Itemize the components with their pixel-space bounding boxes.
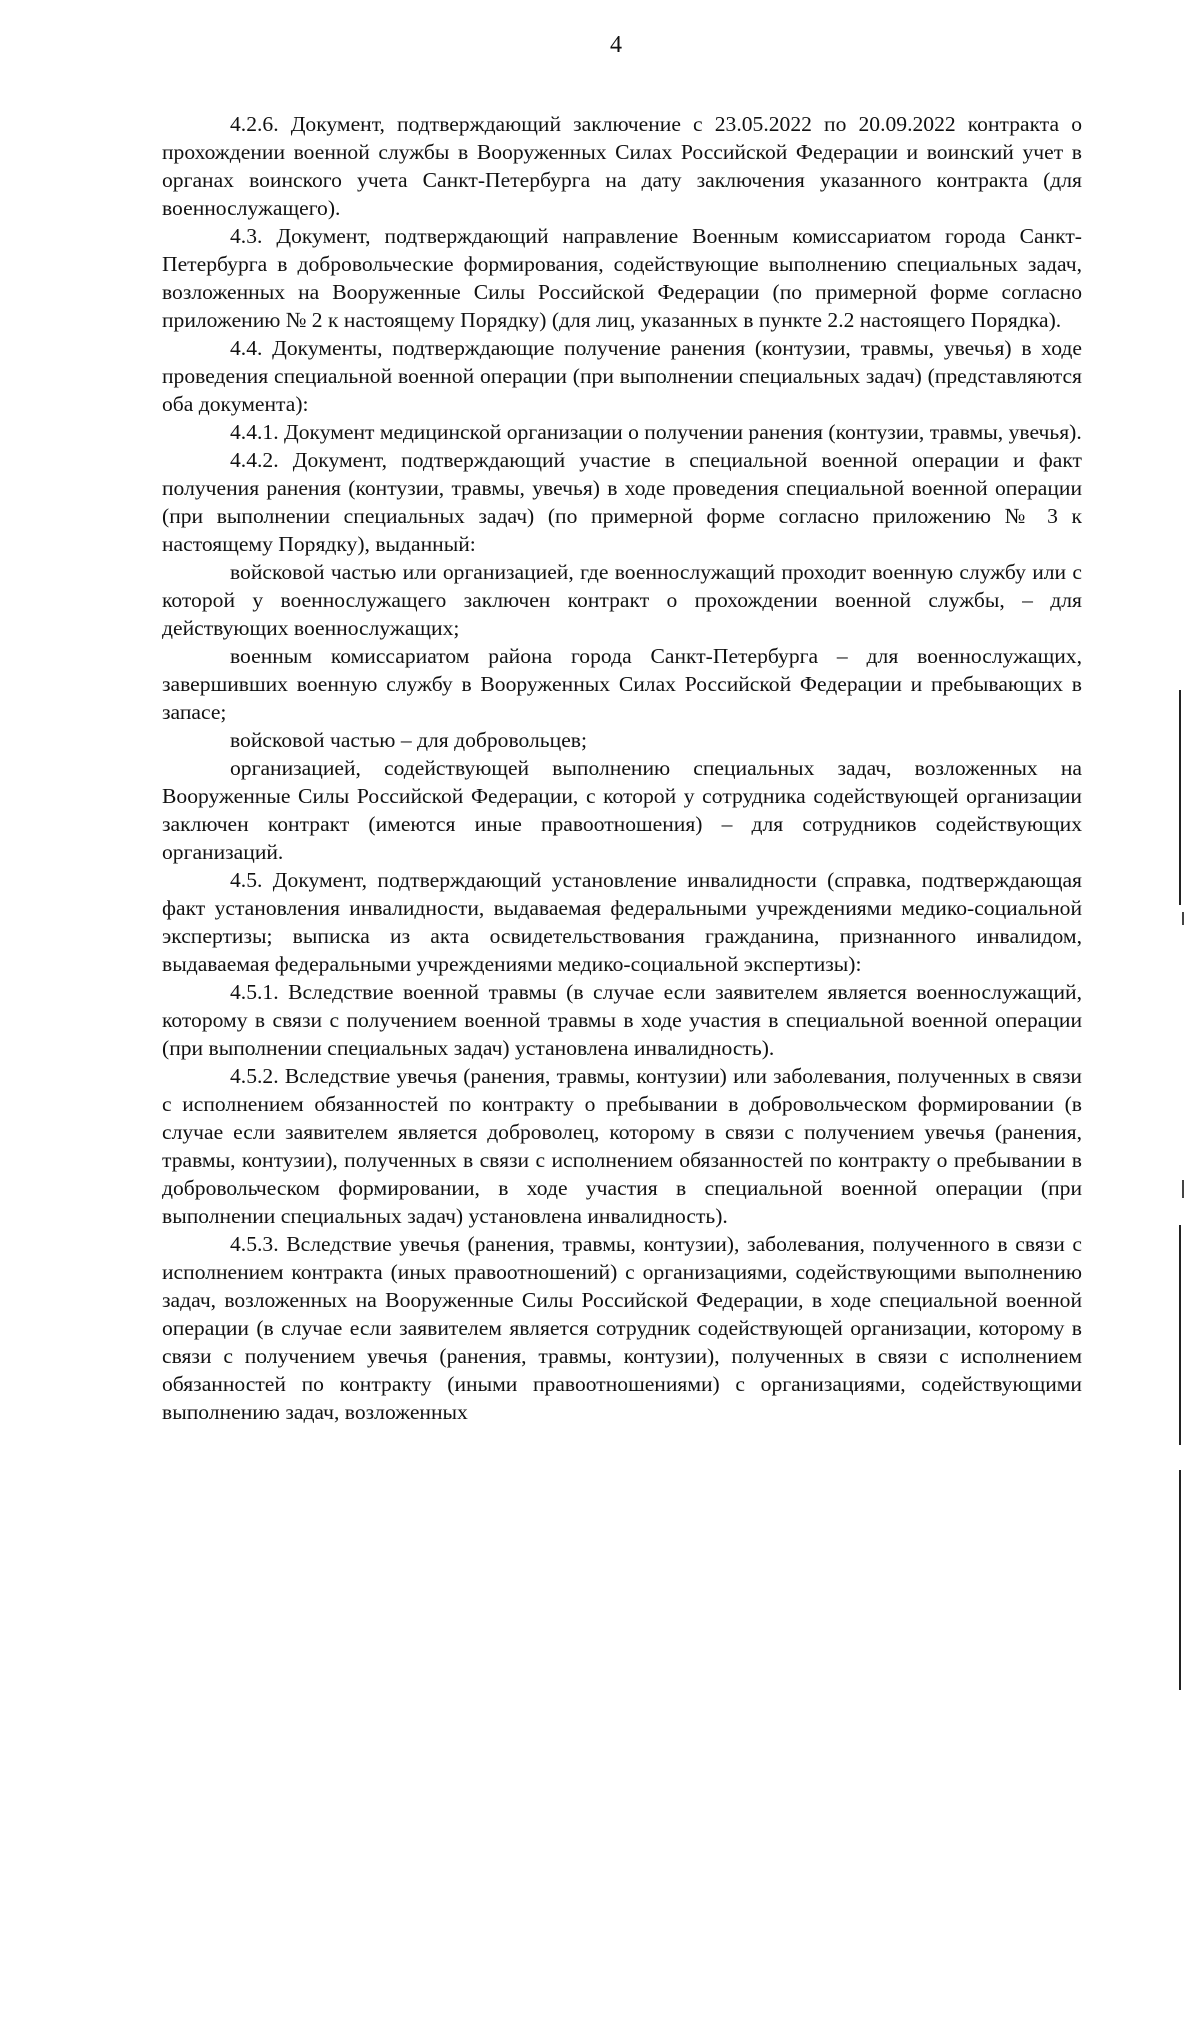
paragraph-4-5-3: 4.5.3. Вследствие увечья (ранения, травмы, контузии), заболевания, полученного в связи с исполнением контракта (иных правоотношений) с организациями, содействующими выполнению задач, возложенных на Вооруженные Силы Российской Федерации, в ходе специальной военной операции (в случае если заявителем является сотрудник содействующей организации, которому в связи с получением увечья (ранения, травмы, контузии), полученных в связи с исполнением обязанностей по контракту (иными правоотношениями) с организациями, содействующими выполнению задач, возложенных [162,1232,1082,1424]
list-item-military-unit: войсковой частью или организацией, где военнослужащий проходит военную службу или с которой у военнослужащего заключен контракт о прохождении военной службы, – для действующих военнослужащих; [162,560,1082,640]
list-item-organization: организацией, содействующей выполнению специальных задач, возложенных на Вооруженные Силы Российской Федерации, с которой у сотрудника содействующей организации заключен контракт (имеются иные правоотношения) – для сотрудников содействующих организаций. [162,756,1082,864]
page-number: 4 [610,32,622,58]
paragraph-4-2-6: 4.2.6. Документ, подтверждающий заключение с 23.05.2022 по 20.09.2022 контракта о прохождении военной службы в Вооруженных Силах Российской Федерации и воинский учет в органах воинского учета Санкт-Петербурга на дату заключения указанного контракта (для военнослужащего). [162,112,1082,220]
paragraph-4-5: 4.5. Документ, подтверждающий установление инвалидности (справка, подтверждающая факт установления инвалидности, выдаваемая федеральными учреждениями медико-социальной экспертизы; выписка из акта освидетельствования гражданина, признанного инвалидом, выдаваемая федеральными учреждениями медико-социальной экспертизы): [162,868,1082,976]
list-item-volunteers: войсковой частью – для добровольцев; [230,728,587,752]
paragraph-4-3: 4.3. Документ, подтверждающий направление Военным комиссариатом города Санкт-Петербурга в добровольческие формирования, содействующие выполнению специальных задач, возложенных на Вооруженные Силы Российской Федерации (по примерной форме согласно приложению № 2 к настоящему Порядку) (для лиц, указанных в пункте 2.2 настоящего Порядка). [162,224,1082,332]
paragraph-4-4: 4.4. Документы, подтверждающие получение ранения (контузии, травмы, увечья) в ходе проведения специальной военной операции (при выполнении специальных задач) (представляются оба документа): [162,336,1082,416]
paragraph-4-4-1: 4.4.1. Документ медицинской организации о получении ранения (контузии, травмы, увечья). [230,420,1082,444]
paragraph-4-5-1: 4.5.1. Вследствие военной травмы (в случае если заявителем является военнослужащий, которому в связи с получением военной травмы в ходе участия в специальной военной операции (при выполнении специальных задач) установлена инвалидность). [162,980,1082,1060]
list-item-commissariat: военным комиссариатом района города Санкт-Петербурга – для военнослужащих, завершивших военную службу в Вооруженных Силах Российской Федерации и пребывающих в запасе; [162,644,1082,724]
paragraph-4-4-2: 4.4.2. Документ, подтверждающий участие в специальной военной операции и факт получения ранения (контузии, травмы, увечья) в ходе проведения специальной военной операции (при выполнении специальных задач) (по примерной форме согласно приложению № 3 к настоящему Порядку), выданный: [162,448,1082,556]
paragraph-4-5-2: 4.5.2. Вследствие увечья (ранения, травмы, контузии) или заболевания, полученных в связи с исполнением обязанностей по контракту о пребывании в добровольческом формировании (в случае если заявителем является доброволец, которому в связи с получением увечья (ранения, травмы, контузии), полученных в связи с исполнением обязанностей по контракту о пребывании в добровольческом формировании, в ходе участия в специальной военной операции (при выполнении специальных задач) установлена инвалидность). [162,1064,1082,1228]
